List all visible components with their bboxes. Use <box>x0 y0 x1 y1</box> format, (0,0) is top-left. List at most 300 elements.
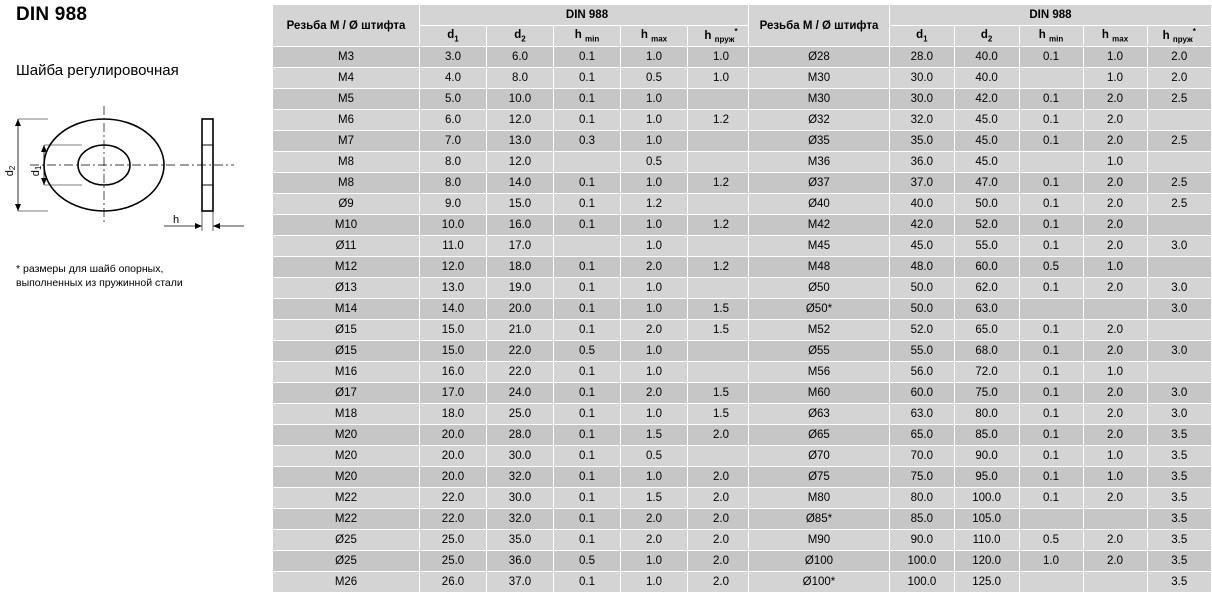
cell-thread: M36 <box>749 152 890 173</box>
cell-h-max: 1.0 <box>621 467 688 488</box>
table-row <box>273 47 755 68</box>
cell-h-pruzh: 1.5 <box>688 383 755 404</box>
cell-d2: 30.0 <box>487 446 554 467</box>
cell-h-min: 0.5 <box>1019 257 1083 278</box>
table-row <box>749 383 1212 404</box>
cell-d2: 45.0 <box>954 152 1019 173</box>
cell-h-pruzh: 3.0 <box>1147 236 1211 257</box>
cell-h-pruzh <box>688 152 755 173</box>
cell-h-max: 2.0 <box>1083 89 1147 110</box>
cell-h-min: 0.1 <box>1019 131 1083 152</box>
table-row <box>749 362 1212 383</box>
cell-h-min: 0.1 <box>1019 89 1083 110</box>
table-row <box>273 488 755 509</box>
cell-h-max: 1.0 <box>1083 47 1147 68</box>
cell-thread: M30 <box>749 89 890 110</box>
cell-h-pruzh: 2.5 <box>1147 173 1211 194</box>
table-head <box>273 5 755 47</box>
table-row <box>749 446 1212 467</box>
table-row <box>749 572 1212 593</box>
cell-d1: 8.0 <box>420 152 487 173</box>
cell-h-pruzh <box>688 236 755 257</box>
cell-h-min: 0.5 <box>1019 530 1083 551</box>
cell-h-min: 0.1 <box>1019 173 1083 194</box>
cell-d2: 95.0 <box>954 467 1019 488</box>
cell-thread: Ø35 <box>749 131 890 152</box>
cell-h-pruzh: 2.0 <box>688 425 755 446</box>
cell-thread: Ø13 <box>273 278 420 299</box>
cell-h-pruzh: 3.0 <box>1147 299 1211 320</box>
cell-h-max: 1.5 <box>621 425 688 446</box>
cell-h-min: 0.1 <box>554 278 621 299</box>
header-h-pruzh: h $_{пруж}$* <box>688 26 755 47</box>
cell-thread: M16 <box>273 362 420 383</box>
cell-d1: 42.0 <box>889 215 954 236</box>
cell-thread: M80 <box>749 488 890 509</box>
cell-d2: 16.0 <box>487 215 554 236</box>
cell-d1: 90.0 <box>889 530 954 551</box>
cell-d2: 80.0 <box>954 404 1019 425</box>
cell-thread: Ø15 <box>273 341 420 362</box>
cell-d1: 16.0 <box>420 362 487 383</box>
cell-h-pruzh <box>1147 152 1211 173</box>
cell-d1: 5.0 <box>420 89 487 110</box>
cell-d2: 125.0 <box>954 572 1019 593</box>
cell-d2: 21.0 <box>487 320 554 341</box>
cell-thread: M56 <box>749 362 890 383</box>
cell-h-min: 0.1 <box>1019 194 1083 215</box>
cell-d1: 55.0 <box>889 341 954 362</box>
cell-h-max: 1.2 <box>621 194 688 215</box>
cell-h-pruzh: 2.0 <box>688 488 755 509</box>
table-row <box>273 404 755 425</box>
cell-h-max: 2.0 <box>1083 131 1147 152</box>
cell-h-pruzh: 1.2 <box>688 110 755 131</box>
footnote-line-2: выполненных из пружинной стали <box>16 277 183 289</box>
cell-thread: M18 <box>273 404 420 425</box>
cell-h-pruzh <box>1147 320 1211 341</box>
cell-d2: 52.0 <box>954 215 1019 236</box>
cell-h-pruzh <box>688 362 755 383</box>
cell-d1: 20.0 <box>420 467 487 488</box>
cell-h-pruzh: 2.0 <box>688 572 755 593</box>
cell-h-min: 0.1 <box>554 383 621 404</box>
cell-d1: 15.0 <box>420 341 487 362</box>
cell-d2: 6.0 <box>487 47 554 68</box>
footnote <box>16 262 256 290</box>
cell-thread: Ø70 <box>749 446 890 467</box>
cell-h-min: 0.1 <box>1019 47 1083 68</box>
cell-h-max: 2.0 <box>1083 278 1147 299</box>
cell-d1: 75.0 <box>889 467 954 488</box>
cell-h-min: 0.1 <box>1019 404 1083 425</box>
cell-thread: Ø75 <box>749 467 890 488</box>
spec-table-right-wrapper <box>748 4 1212 593</box>
cell-h-pruzh: 3.5 <box>1147 530 1211 551</box>
cell-h-pruzh: 3.5 <box>1147 572 1211 593</box>
cell-d2: 68.0 <box>954 341 1019 362</box>
table-row <box>273 320 755 341</box>
table-row <box>749 89 1212 110</box>
cell-h-min: 0.1 <box>554 68 621 89</box>
cell-h-min: 0.1 <box>554 257 621 278</box>
cell-d2: 36.0 <box>487 551 554 572</box>
cell-h-max: 1.0 <box>621 404 688 425</box>
cell-h-min <box>1019 572 1083 593</box>
cell-h-pruzh <box>688 89 755 110</box>
cell-thread: M22 <box>273 509 420 530</box>
table-row <box>749 173 1212 194</box>
cell-d2: 72.0 <box>954 362 1019 383</box>
table-row <box>273 236 755 257</box>
cell-d1: 15.0 <box>420 320 487 341</box>
cell-thread: Ø9 <box>273 194 420 215</box>
cell-h-min: 0.1 <box>554 173 621 194</box>
cell-thread: M48 <box>749 257 890 278</box>
cell-h-max: 1.0 <box>621 341 688 362</box>
cell-thread: M3 <box>273 47 420 68</box>
cell-thread: M12 <box>273 257 420 278</box>
cell-h-pruzh <box>688 446 755 467</box>
header-d1: $d_1$ <box>420 26 487 47</box>
cell-d2: 63.0 <box>954 299 1019 320</box>
table-row <box>749 215 1212 236</box>
header-group: DIN 988 <box>889 5 1211 26</box>
cell-d2: 35.0 <box>487 530 554 551</box>
cell-h-pruzh <box>1147 215 1211 236</box>
cell-h-pruzh <box>688 194 755 215</box>
cell-h-pruzh: 3.5 <box>1147 425 1211 446</box>
cell-h-max: 2.0 <box>1083 173 1147 194</box>
cell-d1: 50.0 <box>889 299 954 320</box>
header-thread: Резьба M / Ø штифта <box>749 5 890 47</box>
cell-h-pruzh <box>688 341 755 362</box>
table-row <box>749 299 1212 320</box>
cell-h-pruzh: 1.0 <box>688 68 755 89</box>
cell-thread: M52 <box>749 320 890 341</box>
cell-h-pruzh: 2.5 <box>1147 131 1211 152</box>
cell-d2: 40.0 <box>954 68 1019 89</box>
cell-h-min <box>1019 509 1083 530</box>
cell-thread: M45 <box>749 236 890 257</box>
cell-d1: 52.0 <box>889 320 954 341</box>
cell-h-max: 1.0 <box>621 89 688 110</box>
cell-h-min <box>1019 152 1083 173</box>
table-row <box>749 236 1212 257</box>
spec-table-right <box>748 4 1212 593</box>
table-row <box>749 68 1212 89</box>
cell-thread: M7 <box>273 131 420 152</box>
cell-d2: 105.0 <box>954 509 1019 530</box>
table-row <box>749 467 1212 488</box>
cell-d2: 12.0 <box>487 152 554 173</box>
table-row <box>273 89 755 110</box>
cell-d1: 8.0 <box>420 173 487 194</box>
cell-h-min: 0.1 <box>554 467 621 488</box>
cell-h-max: 1.0 <box>621 299 688 320</box>
cell-h-pruzh: 1.2 <box>688 173 755 194</box>
cell-thread: Ø55 <box>749 341 890 362</box>
cell-thread: M26 <box>273 572 420 593</box>
cell-d2: 17.0 <box>487 236 554 257</box>
cell-d2: 62.0 <box>954 278 1019 299</box>
cell-h-max: 1.0 <box>1083 257 1147 278</box>
table-header-row-1 <box>273 5 755 26</box>
cell-h-min <box>554 236 621 257</box>
cell-thread: M5 <box>273 89 420 110</box>
header-h-max: h $_{max}$ <box>1083 26 1147 47</box>
cell-h-pruzh: 1.5 <box>688 404 755 425</box>
cell-h-max: 1.0 <box>1083 152 1147 173</box>
cell-h-max: 2.0 <box>1083 110 1147 131</box>
cell-h-min: 0.1 <box>1019 425 1083 446</box>
cell-h-max: 2.0 <box>1083 236 1147 257</box>
cell-h-pruzh: 2.5 <box>1147 89 1211 110</box>
cell-d1: 60.0 <box>889 383 954 404</box>
cell-h-max: 1.0 <box>621 572 688 593</box>
cell-h-max: 1.0 <box>621 110 688 131</box>
cell-h-max: 1.0 <box>621 278 688 299</box>
header-h-max: h $_{max}$ <box>621 26 688 47</box>
cell-h-min: 0.5 <box>554 341 621 362</box>
cell-d1: 28.0 <box>889 47 954 68</box>
cell-d2: 30.0 <box>487 488 554 509</box>
cell-d2: 60.0 <box>954 257 1019 278</box>
cell-thread: M90 <box>749 530 890 551</box>
cell-d2: 18.0 <box>487 257 554 278</box>
cell-d2: 12.0 <box>487 110 554 131</box>
table-row <box>749 509 1212 530</box>
cell-h-pruzh: 2.0 <box>1147 47 1211 68</box>
cell-h-max: 0.5 <box>621 152 688 173</box>
cell-h-min: 0.1 <box>1019 215 1083 236</box>
cell-thread: Ø15 <box>273 320 420 341</box>
cell-d1: 50.0 <box>889 278 954 299</box>
cell-h-max: 1.0 <box>621 215 688 236</box>
cell-h-pruzh: 3.0 <box>1147 383 1211 404</box>
table-row <box>749 110 1212 131</box>
table-row <box>273 572 755 593</box>
cell-h-min: 0.1 <box>554 425 621 446</box>
cell-h-max: 0.5 <box>621 446 688 467</box>
cell-h-max: 1.0 <box>1083 362 1147 383</box>
cell-h-max: 2.0 <box>1083 551 1147 572</box>
cell-h-pruzh: 3.5 <box>1147 551 1211 572</box>
cell-h-max: 2.0 <box>1083 404 1147 425</box>
cell-d2: 55.0 <box>954 236 1019 257</box>
table-row <box>749 551 1212 572</box>
cell-d1: 25.0 <box>420 530 487 551</box>
cell-d2: 22.0 <box>487 362 554 383</box>
cell-d1: 70.0 <box>889 446 954 467</box>
cell-h-max: 2.0 <box>621 383 688 404</box>
cell-h-min: 0.5 <box>554 551 621 572</box>
standard-title: DIN 988 <box>16 4 88 25</box>
header-h-pruzh: h $_{пруж}$* <box>1147 26 1211 47</box>
cell-h-min: 0.1 <box>554 47 621 68</box>
header-d2: $d_2$ <box>954 26 1019 47</box>
cell-h-pruzh: 3.5 <box>1147 467 1211 488</box>
cell-d1: 26.0 <box>420 572 487 593</box>
cell-d2: 28.0 <box>487 425 554 446</box>
cell-d2: 45.0 <box>954 131 1019 152</box>
cell-h-min: 0.1 <box>554 194 621 215</box>
cell-h-pruzh: 3.0 <box>1147 278 1211 299</box>
cell-d1: 30.0 <box>889 68 954 89</box>
cell-d1: 100.0 <box>889 572 954 593</box>
cell-d1: 20.0 <box>420 446 487 467</box>
cell-h-max: 2.0 <box>621 257 688 278</box>
table-row <box>273 530 755 551</box>
table-row <box>273 425 755 446</box>
cell-thread: Ø100* <box>749 572 890 593</box>
cell-thread: Ø28 <box>749 47 890 68</box>
table-row <box>273 467 755 488</box>
cell-d2: 110.0 <box>954 530 1019 551</box>
cell-thread: M14 <box>273 299 420 320</box>
cell-h-min: 0.1 <box>554 404 621 425</box>
cell-h-pruzh <box>1147 110 1211 131</box>
table-row <box>749 425 1212 446</box>
cell-d1: 20.0 <box>420 425 487 446</box>
svg-text:h: h <box>172 214 180 226</box>
cell-h-max: 1.0 <box>1083 68 1147 89</box>
cell-h-max: 2.0 <box>1083 383 1147 404</box>
table-row <box>273 362 755 383</box>
cell-h-min: 0.1 <box>554 320 621 341</box>
cell-h-max: 2.0 <box>1083 320 1147 341</box>
table-row <box>273 509 755 530</box>
cell-h-min: 0.1 <box>1019 278 1083 299</box>
table-row <box>273 551 755 572</box>
cell-h-pruzh: 1.5 <box>688 320 755 341</box>
cell-d2: 14.0 <box>487 173 554 194</box>
cell-thread: Ø17 <box>273 383 420 404</box>
cell-d1: 30.0 <box>889 89 954 110</box>
cell-thread: M8 <box>273 152 420 173</box>
cell-h-max: 2.0 <box>621 320 688 341</box>
cell-h-pruzh <box>688 131 755 152</box>
cell-thread: Ø11 <box>273 236 420 257</box>
cell-d2: 32.0 <box>487 467 554 488</box>
table-row <box>273 173 755 194</box>
cell-d1: 7.0 <box>420 131 487 152</box>
cell-h-min: 0.1 <box>1019 446 1083 467</box>
table-header-row-1 <box>749 5 1212 26</box>
cell-thread: M42 <box>749 215 890 236</box>
cell-h-max: 2.0 <box>1083 194 1147 215</box>
table-row <box>749 152 1212 173</box>
cell-thread: M60 <box>749 383 890 404</box>
cell-h-pruzh: 2.0 <box>688 467 755 488</box>
table-row <box>273 152 755 173</box>
cell-h-min: 1.0 <box>1019 551 1083 572</box>
cell-d2: 120.0 <box>954 551 1019 572</box>
table-row <box>749 194 1212 215</box>
cell-d2: 47.0 <box>954 173 1019 194</box>
table-body-left <box>273 47 755 593</box>
cell-h-max: 1.0 <box>1083 446 1147 467</box>
cell-h-max <box>1083 572 1147 593</box>
cell-d2: 32.0 <box>487 509 554 530</box>
cell-d1: 6.0 <box>420 110 487 131</box>
cell-d2: 100.0 <box>954 488 1019 509</box>
cell-thread: M20 <box>273 446 420 467</box>
cell-d2: 10.0 <box>487 89 554 110</box>
cell-h-max: 2.0 <box>1083 530 1147 551</box>
table-row <box>273 68 755 89</box>
svg-text:d2: d2 <box>4 165 17 177</box>
cell-d1: 3.0 <box>420 47 487 68</box>
cell-h-max: 2.0 <box>1083 425 1147 446</box>
table-row <box>273 131 755 152</box>
cell-d1: 37.0 <box>889 173 954 194</box>
cell-h-max: 1.0 <box>621 236 688 257</box>
cell-d1: 11.0 <box>420 236 487 257</box>
table-row <box>273 215 755 236</box>
cell-d1: 80.0 <box>889 488 954 509</box>
cell-d1: 65.0 <box>889 425 954 446</box>
cell-d2: 20.0 <box>487 299 554 320</box>
cell-h-pruzh: 3.5 <box>1147 509 1211 530</box>
cell-h-pruzh: 3.0 <box>1147 341 1211 362</box>
table-row <box>273 446 755 467</box>
cell-h-max: 1.0 <box>621 47 688 68</box>
header-h-min: h $_{min}$ <box>554 26 621 47</box>
cell-h-max <box>1083 509 1147 530</box>
table-row <box>273 257 755 278</box>
cell-h-min: 0.1 <box>1019 110 1083 131</box>
cell-d1: 45.0 <box>889 236 954 257</box>
cell-h-min: 0.1 <box>1019 320 1083 341</box>
cell-h-pruzh <box>688 278 755 299</box>
cell-h-min: 0.1 <box>554 110 621 131</box>
cell-thread: M20 <box>273 425 420 446</box>
cell-d1: 48.0 <box>889 257 954 278</box>
table-row <box>273 110 755 131</box>
cell-h-max: 2.0 <box>1083 488 1147 509</box>
cell-h-min: 0.1 <box>554 215 621 236</box>
header-thread: Резьба M / Ø штифта <box>273 5 420 47</box>
cell-h-pruzh: 3.5 <box>1147 488 1211 509</box>
cell-thread: M10 <box>273 215 420 236</box>
table-body-right <box>749 47 1212 593</box>
cell-d2: 22.0 <box>487 341 554 362</box>
cell-h-max: 1.0 <box>621 551 688 572</box>
cell-thread: Ø50 <box>749 278 890 299</box>
table-row <box>749 257 1212 278</box>
cell-h-min: 0.1 <box>1019 341 1083 362</box>
cell-d2: 50.0 <box>954 194 1019 215</box>
cell-thread: Ø63 <box>749 404 890 425</box>
cell-d1: 9.0 <box>420 194 487 215</box>
part-name: Шайба регулировочная <box>16 62 179 79</box>
table-row <box>273 341 755 362</box>
cell-d2: 19.0 <box>487 278 554 299</box>
table-row <box>749 278 1212 299</box>
cell-h-min: 0.1 <box>554 572 621 593</box>
table-row <box>273 383 755 404</box>
cell-d1: 63.0 <box>889 404 954 425</box>
cell-h-pruzh <box>1147 257 1211 278</box>
cell-thread: M8 <box>273 173 420 194</box>
cell-h-max: 2.0 <box>621 530 688 551</box>
cell-d2: 8.0 <box>487 68 554 89</box>
cell-h-min: 0.1 <box>1019 467 1083 488</box>
cell-d1: 25.0 <box>420 551 487 572</box>
cell-thread: Ø50* <box>749 299 890 320</box>
cell-h-pruzh: 2.5 <box>1147 194 1211 215</box>
